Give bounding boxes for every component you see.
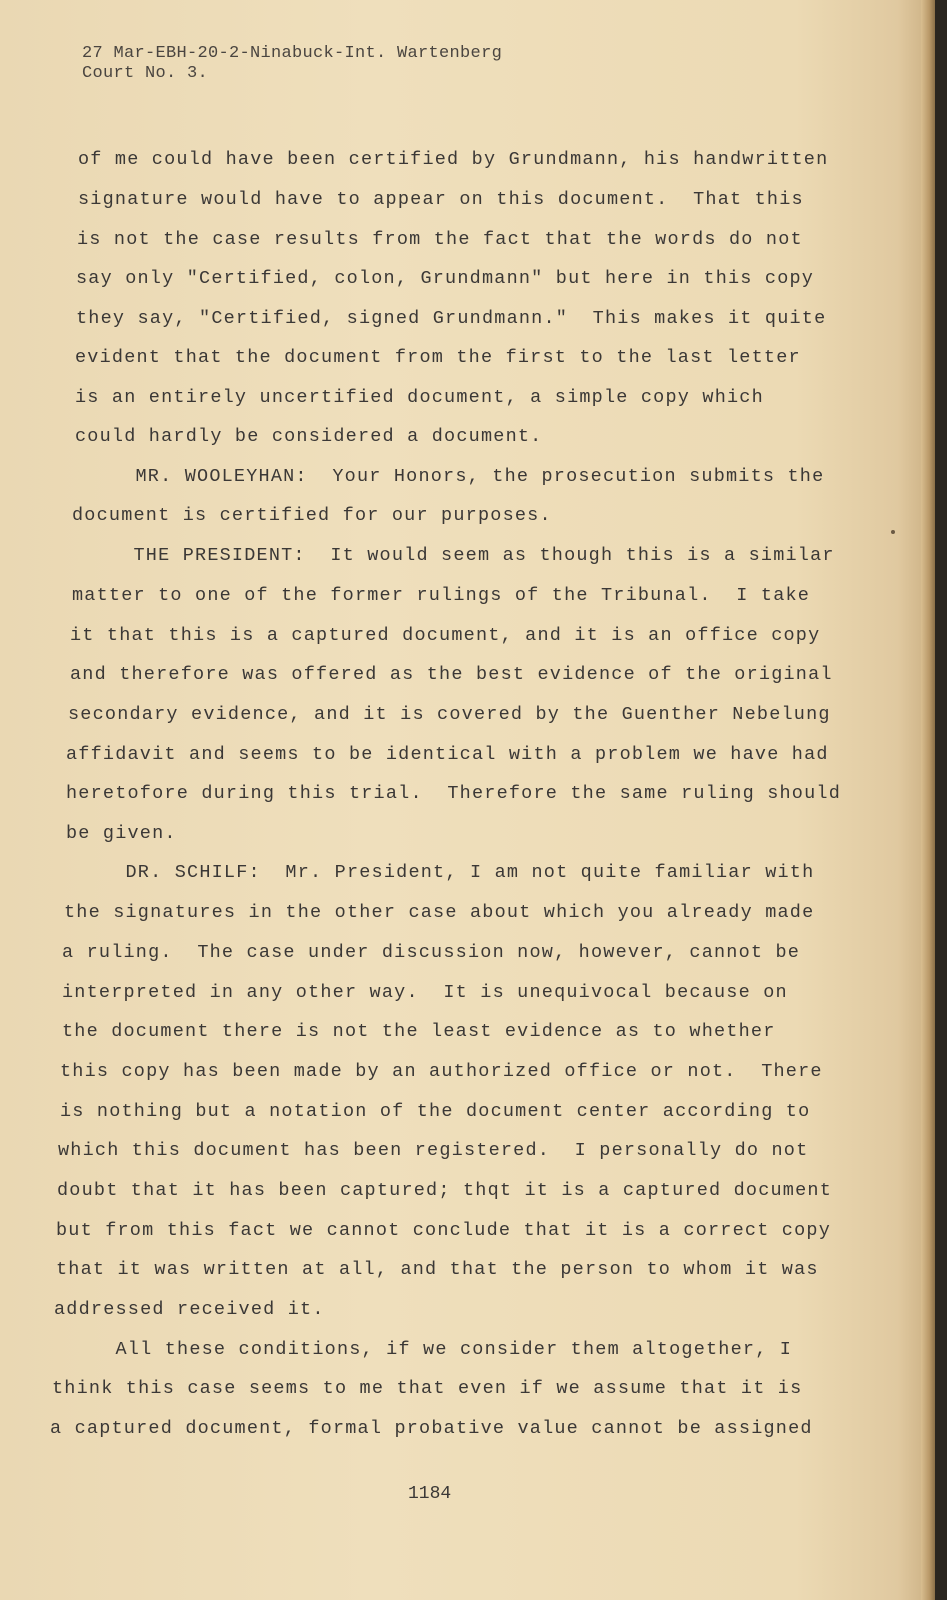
text-line: think this case seems to me that even if we assume that it is [52, 1378, 803, 1399]
ink-mark [891, 530, 895, 534]
text-line: the signatures in the other case about which you already made [64, 902, 815, 923]
text-line: heretofore during this trial. Therefore the same ruling should [66, 783, 842, 804]
speaker-line: MR. WOOLEYHAN: Your Honors, the prosecution submits the [74, 466, 825, 487]
header-line-1: 27 Mar-EBH-20-2-Ninabuck-Int. Wartenberg [82, 44, 503, 63]
text-line: is nothing but a notation of the document center according to [60, 1101, 811, 1122]
text-line: doubt that it has been captured; thqt it is a captured document [57, 1180, 833, 1201]
text-line: be given. [66, 823, 177, 844]
text-line: but from this fact we cannot conclude that it is a correct copy [56, 1220, 832, 1241]
speaker-line: All these conditions, if we consider them altogether, I [54, 1339, 793, 1360]
document-header [82, 44, 502, 84]
text-line: document is certified for our purposes. [72, 505, 552, 526]
text-line: a ruling. The case under discussion now, however, cannot be [62, 942, 801, 963]
text-line: could hardly be considered a document. [75, 426, 543, 447]
speaker-line: DR. SCHILF: Mr. President, I am not quite familiar with [64, 862, 815, 883]
text-line: which this document has been registered. I personally do not [58, 1140, 809, 1161]
page-number: 1184 [408, 1484, 452, 1504]
text-line: secondary evidence, and it is covered by the Guenther Nebelung [68, 704, 831, 725]
text-line: the document there is not the least evidence as to whether [62, 1021, 776, 1042]
text-line: that it was written at all, and that the person to whom it was [56, 1259, 819, 1280]
text-line: this copy has been made by an authorized office or not. There [60, 1061, 823, 1082]
text-line: a captured document, formal probative value cannot be assigned [50, 1418, 813, 1439]
text-line: evident that the document from the first to the last letter [75, 347, 801, 368]
text-line: addressed received it. [54, 1299, 325, 1320]
text-line: of me could have been certified by Grundmann, his handwritten [78, 149, 829, 170]
text-line: is not the case results from the fact that the words do not [77, 229, 803, 250]
text-line: interpreted in any other way. It is unequivocal because on [62, 982, 788, 1003]
text-line: and therefore was offered as the best evidence of the original [70, 664, 833, 685]
text-line: affidavit and seems to be identical with a problem we have had [66, 744, 829, 765]
text-line: say only "Certified, colon, Grundmann" but here in this copy [76, 268, 815, 289]
text-line: it that this is a captured document, and it is an office copy [70, 625, 821, 646]
text-line: matter to one of the former rulings of the Tribunal. I take [72, 585, 811, 606]
header-line-2: Court No. 3. [82, 64, 209, 83]
text-line: is an entirely uncertified document, a simple copy which [75, 387, 764, 408]
text-line: signature would have to appear on this document. That this [78, 189, 804, 210]
text-line: they say, "Certified, signed Grundmann." This makes it quite [76, 308, 827, 329]
page-edge [921, 0, 935, 1600]
speaker-line: THE PRESIDENT: It would seem as though this is a similar [72, 545, 835, 566]
